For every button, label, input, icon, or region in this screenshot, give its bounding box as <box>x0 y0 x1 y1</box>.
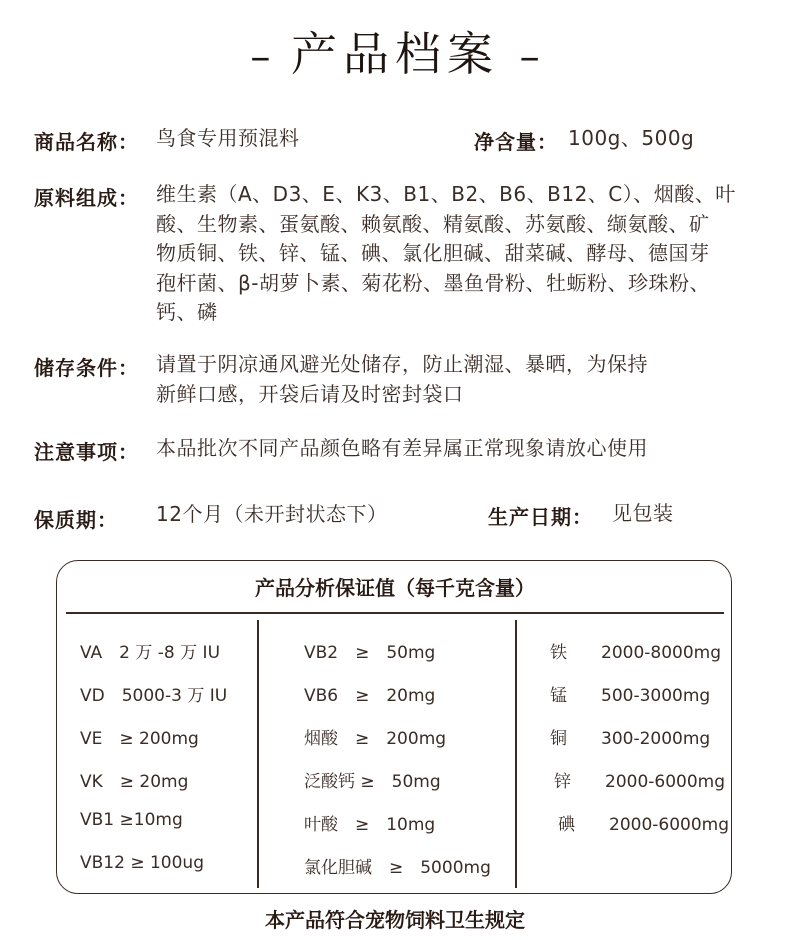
ingredients-line: 孢杆菌、β-胡萝卜素、菊花粉、墨鱼骨粉、牡蛎粉、珍珠粉、 <box>156 270 710 295</box>
nutrient-cell: VB1 ≥10mg <box>80 810 183 830</box>
notice-value: 本品批次不同产品颜色略有差异属正常现象请放心使用 <box>156 436 648 460</box>
analysis-divider <box>66 612 724 614</box>
nutrient-cell: 铜 300-2000mg <box>550 729 711 749</box>
storage-line: 请置于阴凉通风避光处储存，防止潮湿、暴晒，为保持 <box>156 352 648 376</box>
nutrient-cell: VB12 ≥ 100ug <box>80 853 204 873</box>
nutrient-cell: VE ≥ 200mg <box>80 729 199 749</box>
notice-label: 注意事项： <box>34 440 139 464</box>
ingredients-line: 酸、生物素、蛋氨酸、赖氨酸、精氨酸、苏氨酸、缬氨酸、矿 <box>156 211 710 236</box>
ingredients-line: 物质铜、铁、锌、锰、碘、氯化胆碱、甜菜碱、酵母、德国芽 <box>156 241 710 265</box>
ingredients-value <box>156 180 736 328</box>
production-date-label: 生产日期： <box>488 505 593 529</box>
analysis-title: 产品分析保证值（每千克含量） <box>255 576 535 600</box>
nutrient-cell: 碘 2000-6000mg <box>558 815 730 835</box>
title-dash-left: – <box>250 34 271 80</box>
nutrient-cell: VB6 ≥ 20mg <box>304 686 436 706</box>
nutrient-cell: VB2 ≥ 50mg <box>304 643 436 663</box>
ingredients-label: 原料组成： <box>34 186 139 210</box>
nutrient-cell: 氯化胆碱 ≥ 5000mg <box>304 858 491 878</box>
storage-line: 新鲜口感，开袋后请及时密封袋口 <box>156 381 464 406</box>
page-title <box>0 18 790 84</box>
title-text: 产品档案 <box>291 27 499 81</box>
storage-label: 储存条件： <box>34 356 139 380</box>
ingredients-line: 钙、磷 <box>156 300 218 324</box>
net-weight-label: 净含量： <box>474 130 558 154</box>
product-name-value: 鸟食专用预混料 <box>156 126 300 150</box>
shelf-life-value: 12个月（未开封状态下） <box>156 502 388 526</box>
nutrient-cell: VA 2 万 -8 万 IU <box>80 643 221 663</box>
column-divider <box>257 620 259 888</box>
net-weight-value: 100g、500g <box>568 126 695 150</box>
nutrient-cell: 锰 500-3000mg <box>550 686 711 706</box>
ingredients-line: 维生素（A、D3、E、K3、B1、B2、B6、B12、C）、烟酸、叶 <box>156 182 736 206</box>
title-dash-right: – <box>519 34 540 80</box>
nutrient-cell: 叶酸 ≥ 10mg <box>304 815 436 835</box>
nutrient-cell: VD 5000-3 万 IU <box>80 686 228 706</box>
storage-value <box>156 350 648 409</box>
nutrient-cell: 烟酸 ≥ 200mg <box>304 729 447 749</box>
nutrient-cell: 锌 2000-6000mg <box>554 772 726 792</box>
column-divider <box>515 620 517 888</box>
production-date-value: 见包装 <box>612 501 674 525</box>
compliance-footer: 本产品符合宠物饲料卫生规定 <box>265 908 525 932</box>
nutrient-cell: VK ≥ 20mg <box>80 772 189 792</box>
nutrient-cell: 铁 2000-8000mg <box>550 643 722 663</box>
shelf-life-label: 保质期： <box>34 508 118 532</box>
product-name-label: 商品名称： <box>34 130 139 154</box>
nutrient-cell: 泛酸钙 ≥ 50mg <box>304 772 441 792</box>
